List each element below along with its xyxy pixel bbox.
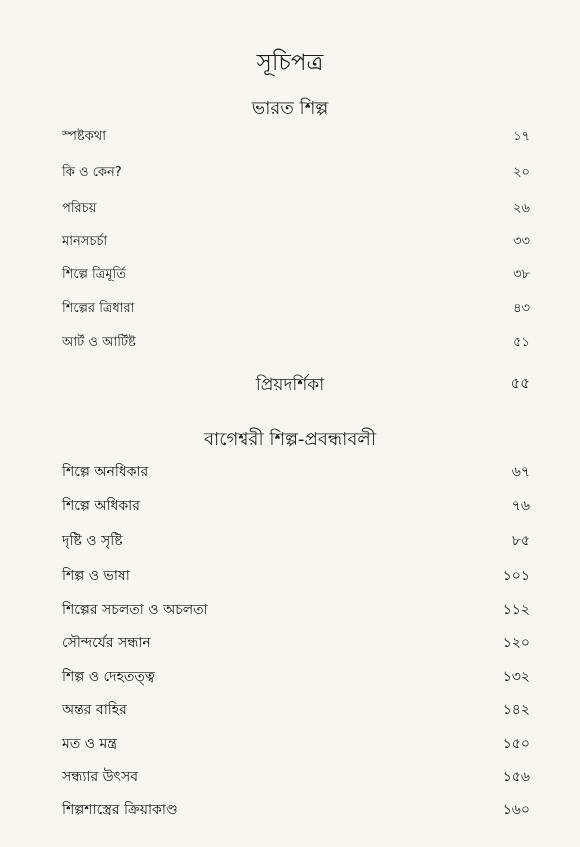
toc-entry-label: শিল্পের সচলতা ও অচলতা xyxy=(62,602,208,618)
toc-entry-label: আর্ট ও আর্টিষ্ট xyxy=(62,335,136,350)
toc-entry-label: স্পষ্টকথা xyxy=(62,129,106,144)
toc-entry-page: ৪৩ xyxy=(513,301,530,316)
toc-entry-label: শিল্পে অনধিকার xyxy=(62,464,149,480)
toc-entry-page: ৫৫ xyxy=(510,374,530,392)
toc-entry-priyadarshika[interactable] xyxy=(0,372,580,398)
toc-entry-label: শিল্পে ত্রিমূর্তি xyxy=(62,267,127,282)
toc-entry[interactable] xyxy=(0,798,580,820)
toc-entry-label: মত ও মন্ত্র xyxy=(62,736,117,752)
toc-entry-page: ৫১ xyxy=(513,335,530,350)
toc-entry-label: অন্তর বাহির xyxy=(62,702,127,718)
toc-entry-page: ১৭ xyxy=(513,129,530,144)
toc-entry-page: ১৩২ xyxy=(502,669,530,685)
section-heading-bageshwari: বাগেশ্বরী শিল্প-প্রবন্ধাবলী xyxy=(204,429,376,450)
toc-entry-label: শিল্প ও দেহতত্ত্ব xyxy=(62,669,155,685)
toc-entry-label: সন্ধ্যার উৎসব xyxy=(62,769,139,785)
toc-entry-page: ২০ xyxy=(513,165,530,180)
toc-entry-page: ১০১ xyxy=(502,568,530,584)
toc-entry[interactable] xyxy=(0,127,580,149)
toc-entry-page: ৮৫ xyxy=(511,533,530,549)
toc-entry-label: শিল্পের ত্রিধারা xyxy=(62,301,135,316)
toc-entry[interactable] xyxy=(0,333,580,355)
toc-entry[interactable] xyxy=(0,631,580,653)
toc-entry-page: ১৬০ xyxy=(502,802,530,818)
toc-entry[interactable] xyxy=(0,598,580,620)
toc-entry[interactable] xyxy=(0,232,580,254)
toc-entry-label: পরিচয় xyxy=(62,201,97,216)
toc-entry-label: সৌন্দর্যের সন্ধান xyxy=(62,635,151,651)
toc-entry[interactable] xyxy=(0,494,580,516)
toc-entry-label: কি ও কেন? xyxy=(62,165,122,180)
toc-entry[interactable] xyxy=(0,732,580,754)
toc-entry-label: দৃষ্টি ও সৃষ্টি xyxy=(62,533,123,549)
toc-entry[interactable] xyxy=(0,460,580,482)
toc-entry[interactable] xyxy=(0,299,580,321)
toc-entry-label: শিল্প ও ভাষা xyxy=(62,568,130,584)
toc-entry-page: ২৬ xyxy=(513,201,530,216)
toc-entry[interactable] xyxy=(0,665,580,687)
toc-entry-page: ১২০ xyxy=(502,635,530,651)
toc-entry[interactable] xyxy=(0,265,580,287)
toc-entry-label: শিল্পে অধিকার xyxy=(62,498,140,514)
toc-entry-page: ৭৬ xyxy=(511,498,530,514)
toc-entry-page: ১১২ xyxy=(502,602,530,618)
toc-entry-page: ৬৭ xyxy=(511,464,530,480)
toc-entry-page: ৩৩ xyxy=(513,234,530,249)
toc-entry-label: প্রিয়দর্শিকা xyxy=(255,375,325,395)
toc-entry[interactable] xyxy=(0,698,580,720)
toc-entry-label: মানসচর্চা xyxy=(62,234,108,249)
section-heading-bharat-shilpa: ভারত শিল্প xyxy=(251,98,329,119)
toc-entry[interactable] xyxy=(0,564,580,586)
toc-entry[interactable] xyxy=(0,199,580,221)
toc-entry-label: শিল্পশাস্ত্রের ক্রিয়াকাণ্ড xyxy=(62,802,178,818)
toc-entry-page: ৩৮ xyxy=(513,267,530,282)
toc-entry-page: ১৫৬ xyxy=(502,769,530,785)
toc-entry-page: ১৪২ xyxy=(502,702,530,718)
toc-entry[interactable] xyxy=(0,765,580,787)
toc-entry-page: ১৫০ xyxy=(502,736,530,752)
page-title: সূচিপত্র xyxy=(256,50,324,76)
toc-entry[interactable] xyxy=(0,163,580,185)
toc-entry[interactable] xyxy=(0,529,580,551)
